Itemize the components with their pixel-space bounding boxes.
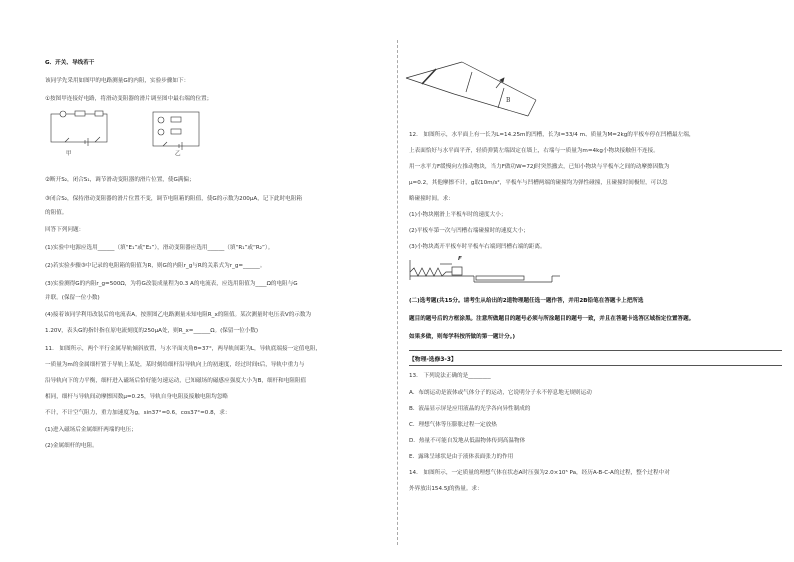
- text-line: 并联。(保留一位小数): [45, 295, 100, 301]
- elective-intro-line: (二)选考题(共15分。请考生从给出的2道物理题任选一题作答，并用2B铅笔在答题卡上把所选: [409, 298, 644, 304]
- q13-option: C．理想气体等压膨胀过程一定放热: [409, 422, 497, 428]
- text-line: 一质量为m的金属细杆置于导轨上某处，某时刻给细杆沿导轨向上的初速度，经过时间t后，导轨中重力与: [45, 362, 305, 368]
- text-line: 11． 如图所示，两个平行金属导轨倾斜放置，与水平面夹角θ=37°，两导轨间距为L，导轨底端接一定值电阻，: [45, 346, 322, 352]
- q12-line: μ=0.2，其他摩擦不计，g取10m/s²，平板车与凹槽两端的碰撞均为弹性碰撞，且碰撞时间极短，可以忽: [409, 180, 668, 186]
- text-line: 1.20V，表头G的指针指在原电流刻度的250μA处，则R_x=______Ω。(保留一位小数): [45, 328, 259, 334]
- text-line: 沿导轨向下的力平衡，细杆进入磁场后恰好能匀速运动，已知磁场的磁感应强度大小为B，细杆和电阻阻值: [45, 378, 307, 384]
- q14-line: 外界放出154.5J的热量。求：: [409, 486, 483, 492]
- rails-figure: [400, 58, 560, 120]
- figure-label-jia: 甲: [66, 151, 72, 157]
- q12-line: (2)平板车第一次与凹槽右端碰撞时的速度大小；: [409, 228, 529, 234]
- q12-line: 12． 如图所示，水平面上有一长为L=14.25m的凹槽，长为l=33/4 m、质量为M=2kg的平板车停在凹槽最左端，: [409, 132, 695, 138]
- circuit-figures: [45, 106, 205, 168]
- q12-line: 上表面恰好与水平面平齐，轻质弹簧左端固定在墙上，右端与一质量为m=4kg小物块接触但不连接。: [409, 148, 659, 154]
- text-line: 该同学先采用如图甲的电路测量G的内阻，实验步骤如下：: [45, 78, 190, 84]
- text-line: (1)进入磁场后金属细杆两端的电压；: [45, 427, 137, 433]
- q13-option: E．露珠呈球状是由于液体表面张力的作用: [409, 454, 514, 460]
- text-line: (2)若实验步骤③中记录的电阻箱的阻值为R，则G的内阻r_g与R的关系式为r_g=______。: [45, 263, 266, 269]
- text-line: (1)实验中电源应选用______（填“E₁”或“E₂”），滑动变阻器应选用______（填“R₁”或“R₂”）。: [45, 245, 274, 251]
- figure-label-yi: 乙: [175, 151, 181, 157]
- text-line: ①按图甲连接好电路，将滑动变阻器的滑片调至图中最右端的位置；: [45, 96, 213, 102]
- text-line: 的阻值。: [45, 210, 68, 216]
- text-line: 相同，细杆与导轨间动摩擦因数μ=0.25，导轨自身电阻及接触电阻均忽略: [45, 394, 228, 400]
- text-line: (3)实验测得G的内阻r_g=500Ω，为将G改装成量程为0.3 A的电流表，应选用阻值为____Ω的电阻与G: [45, 281, 298, 287]
- text-line: G．开关、导线若干: [45, 60, 95, 66]
- text-line: (2)金属细杆的电阻。: [45, 443, 98, 449]
- text-line: ②断开S₂，闭合S₁，调节滑动变阻器的滑片位置，使G满偏；: [45, 177, 195, 183]
- q12-line: 略碰撞时间。求：: [409, 196, 454, 202]
- q13-option: D．热量不可能自发地从低温物体传到高温物体: [409, 438, 526, 444]
- circuit-yi: [153, 112, 199, 150]
- section-rule-top: [409, 350, 782, 351]
- q12-line: 用一水平力F缓慢向左推动物块，当力F做功W=72J时突然撤去，已知小物块与平板车之间的动摩擦因数为: [409, 164, 670, 170]
- q12-line: (1)小物块刚滑上平板车时的速度大小；: [409, 212, 507, 218]
- text-line: 不计，不计空气阻力，重力加速度为g，sin37°=0.6，cos37°=0.8，求：: [45, 410, 231, 416]
- q13-option: A．布朗运动是液体或气体分子的运动，它说明分子永不停息地无规则运动: [409, 390, 592, 396]
- section-rule-bottom: [409, 365, 782, 366]
- text-line: (4)接着该同学利用改装后的电流表A，按照图乙电路测量未知电阻R_x的阻值。某次测量时电压表V的示数为: [45, 312, 312, 318]
- section-tag: 【物理-选修3-3】: [409, 357, 457, 363]
- column-divider: [397, 40, 398, 545]
- force-label: F: [458, 256, 462, 262]
- q13-option: B．液晶显示屏是应用液晶的光学各向异性制成的: [409, 406, 531, 412]
- svg-text:B: B: [506, 97, 511, 104]
- q13-line: 13． 下列说法正确的是________: [409, 373, 491, 379]
- elective-intro-line: 题目的题号后的方框涂黑。注意所做题目的题号必须与所涂题目的题号一致，并且在答题卡选答区域指定位置答题。: [409, 316, 695, 322]
- text-line: ③闭合S₂，保持滑动变阻器的滑片位置不变，调节电阻箱的阻值，使G的示数为200μA，记下此时电阻箱: [45, 196, 302, 202]
- spring-cart-figure: [404, 256, 564, 286]
- circuit-jia: [51, 111, 107, 146]
- elective-intro-line: 如果多做，则每学科按所做的第一题计分。): [409, 334, 516, 340]
- text-line: 回答下列问题：: [45, 227, 85, 233]
- q12-line: (3)小物块离开平板车时平板车右端到凹槽右端的距离。: [409, 244, 546, 250]
- q14-line: 14． 如图所示，一定质量的理想气体在状态A时压强为2.0×10⁵ Pa，经历A-B-C-A的过程，整个过程中对: [409, 470, 670, 476]
